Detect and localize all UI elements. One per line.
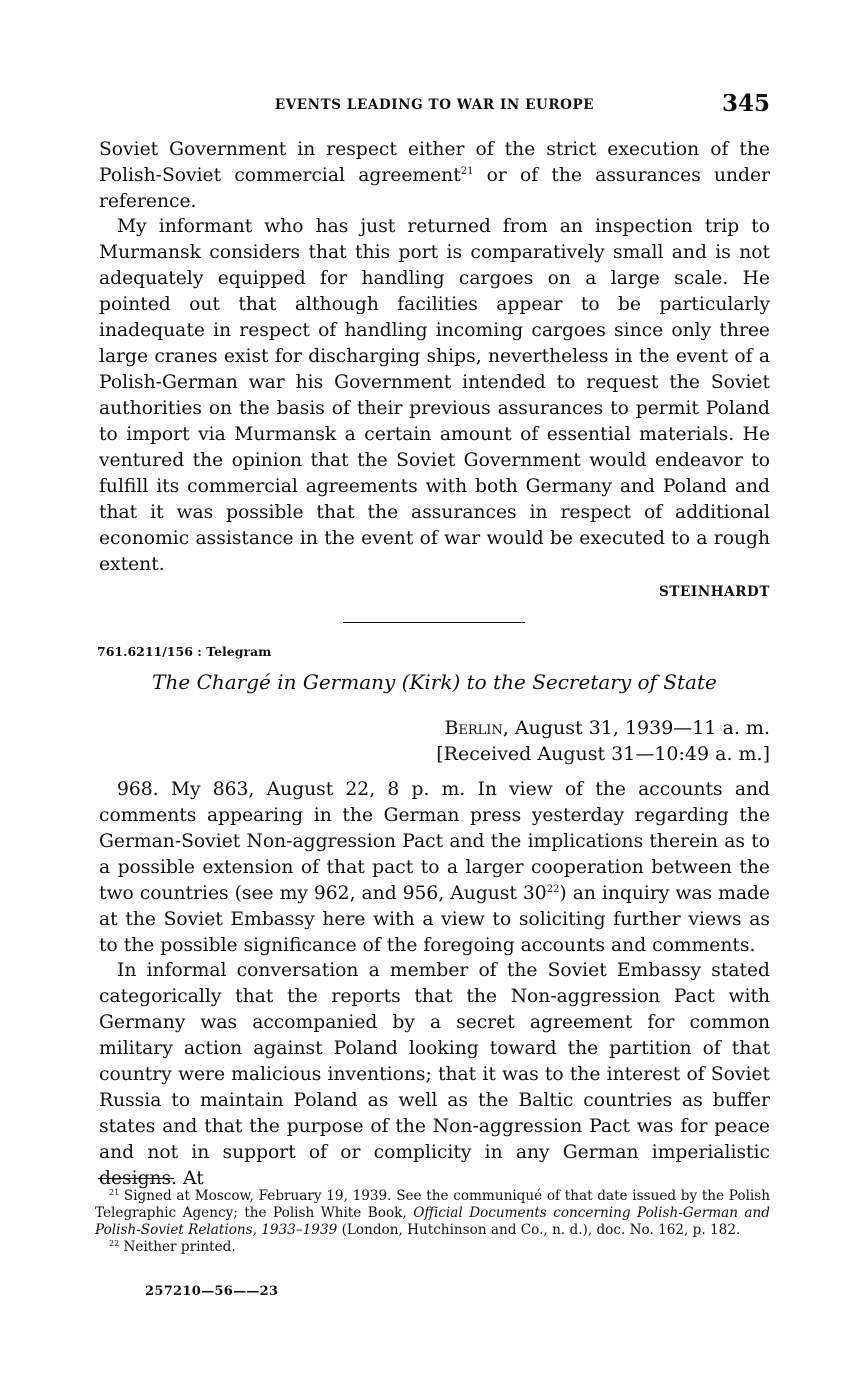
footnote-citation-title: Official Documents concerning Polish-German and Polish-Soviet Relations, 1933–1939 — [95, 1205, 770, 1238]
signature: STEINHARDT — [659, 584, 770, 600]
footnote-text: (London, Hutchinson and Co., n. d.), doc. No. 162, p. 182. — [337, 1222, 741, 1238]
received-line: [Received August 31—10:49 a. m.] — [436, 743, 770, 765]
footnotes — [95, 1188, 770, 1256]
dateline-place: Berlin, — [444, 717, 509, 739]
document-heading: The Chargé in Germany (Kirk) to the Secretary of State — [152, 670, 717, 694]
footnote-marker: 22 — [109, 1239, 120, 1248]
paragraph-text: Soviet Government in respect either of the strict execution of the Polish-Soviet commercial agreement — [99, 139, 770, 186]
footnote-text: Neither printed. — [119, 1239, 236, 1255]
footnote-marker: 21 — [109, 1188, 120, 1197]
body-paragraph: My informant who has just returned from an inspection trip to Murmansk considers that this port is comparatively small and is not adequately equipped for handling cargoes on a large scale. He pointed out that although facilities appear to be particularly inadequate in respect of handling incoming cargoes since only three large cranes exist for discharging ships, nevertheless in the event of a Polish-German war his Government intended to request the Soviet authorities on the basis of their previous assurances to permit Poland to import via Murmansk a certain amount of essential materials. He ventured the opinion that the Soviet Government would endeavor to fulfill its commercial agreements with both Germany and Poland and that it was possible that the assurances in respect of additional economic assistance in the event of war would be executed to a rough extent. — [99, 216, 770, 575]
continuation-paragraph — [99, 137, 770, 215]
section-divider — [343, 622, 525, 623]
footnote-ref-21[interactable]: 21 — [460, 166, 474, 177]
file-number: 761.6211/156 : Telegram — [97, 644, 272, 659]
telegram-paragraph: In informal conversation a member of the Soviet Embassy stated categorically that the reports that the Non-aggression Pact with Germany was accompanied by a secret agreement for common military action against Poland looking toward the partition of that country were malicious inventions; that it was to the interest of Soviet Russia to maintain Poland as well as the Baltic countries as buffer states and that the purpose of the Non-aggression Pact was for peace and not in support of or complicity in any German imperialistic designs. At — [99, 960, 770, 1189]
dateline — [350, 717, 770, 739]
telegram-paragraph — [99, 777, 770, 959]
running-title: EVENTS LEADING TO WAR IN EUROPE — [274, 97, 595, 113]
paragraph-text: 968. My 863, August 22, 8 p. m. In view of the accounts and comments appearing in the German press yesterday regarding the German-Soviet Non-aggression Pact and the implications therein as to a possible extension of that pact to a larger cooperation between the two countries (see my 962, and 956, August 30 — [99, 779, 770, 904]
paragraph-text: ) an inquiry was made at the Soviet Embassy here with a view to soliciting further views as to the possible significance of the foregoing accounts and comments. — [99, 883, 770, 956]
running-head — [99, 90, 770, 124]
dateline-time: August 31, 1939—11 a. m. — [508, 717, 770, 739]
footnote-ref-22[interactable]: 22 — [546, 884, 560, 895]
footnote-22 — [95, 1239, 770, 1256]
paragraph-text: or of the assurances under reference. — [99, 165, 771, 212]
page-number: 345 — [721, 90, 770, 117]
footnote-text: Signed at Moscow, February 19, 1939. See the communiqué of that date issued by the Polish Telegraphic Agency; the Polish White Book, — [95, 1188, 770, 1221]
footnote-divider — [98, 1178, 174, 1179]
footnote-21 — [95, 1188, 770, 1239]
print-code: 257210—56——23 — [145, 1284, 279, 1299]
